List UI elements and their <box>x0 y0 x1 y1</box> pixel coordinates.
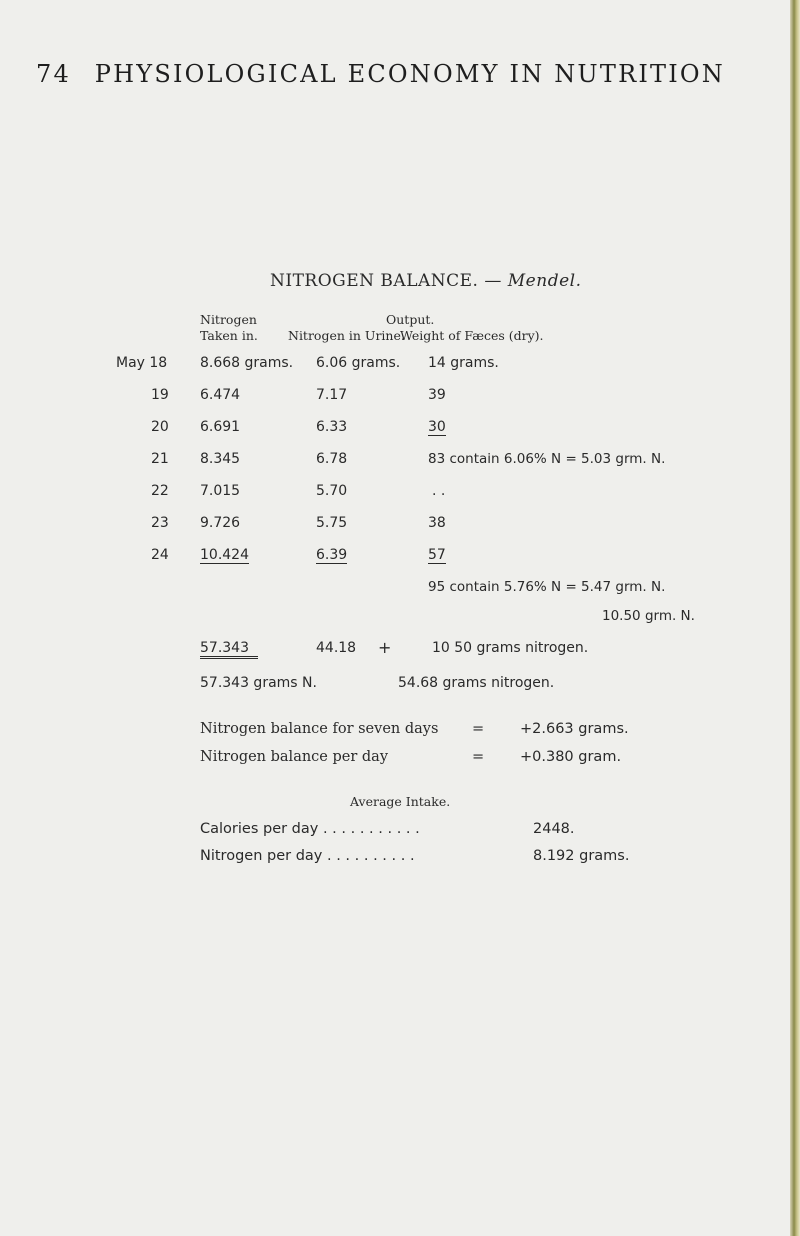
row-faeces: 39 <box>428 387 446 403</box>
row-intake: 6.474 <box>200 387 241 403</box>
row-urine: 5.75 <box>316 515 348 531</box>
balance-seven-days-label: Nitrogen balance for seven days <box>200 721 439 737</box>
row-urine: 5.70 <box>316 483 348 499</box>
row-intake: 10.424 <box>200 547 249 563</box>
running-title: PHYSIOLOGICAL ECONOMY IN NUTRITION <box>94 60 725 88</box>
row-urine: 6.78 <box>316 451 348 467</box>
page-number: 74 <box>36 60 71 88</box>
row-urine: 7.17 <box>316 387 348 403</box>
row-urine: 6.06 grams. <box>316 355 401 371</box>
total-urine: 44.18 <box>316 640 357 656</box>
row-date: 19 <box>151 387 169 403</box>
table-title-text: NITROGEN BALANCE. <box>270 271 479 291</box>
row-intake: 9.726 <box>200 515 241 531</box>
balance-per-day-value: +0.380 gram. <box>520 749 622 765</box>
plus-sign: + <box>378 638 392 657</box>
row-date: 20 <box>151 419 169 435</box>
total-faeces: 10 50 grams nitrogen. <box>432 640 589 656</box>
col-intake-line1: Nitrogen <box>200 312 257 327</box>
row-urine: 6.33 <box>316 419 348 435</box>
row-intake: 8.345 <box>200 451 241 467</box>
row-faeces: 30 <box>428 419 446 435</box>
nitrogen-label: Nitrogen per day . . . . . . . . . . <box>200 848 415 864</box>
row-faeces: 38 <box>428 515 446 531</box>
grand-intake: 57.343 grams N. <box>200 675 317 691</box>
row-date: May 18 <box>116 355 168 371</box>
row-date: 22 <box>151 483 169 499</box>
col-urine: Nitrogen in Urine. <box>288 328 405 343</box>
row-urine: 6.39 <box>316 547 348 563</box>
col-intake-line2: Taken in. <box>200 328 258 343</box>
row-intake: 6.691 <box>200 419 241 435</box>
calories-value: 2448. <box>533 821 575 837</box>
row-date: 21 <box>151 451 169 467</box>
page-edge <box>790 0 800 1236</box>
row-intake: 8.668 grams. <box>200 355 294 371</box>
col-faeces: Weight of Fæces (dry). <box>400 328 544 343</box>
balance-seven-days-value: +2.663 grams. <box>520 721 629 737</box>
row-intake: 7.015 <box>200 483 241 499</box>
table-author: — Mendel. <box>484 271 582 291</box>
row-date: 23 <box>151 515 169 531</box>
row-faeces: 83 contain 6.06% N = 5.03 grm. N. <box>428 451 666 467</box>
faeces-total: 10.50 grm. N. <box>602 608 695 624</box>
row-faeces: 14 grams. <box>428 355 499 371</box>
row-faeces: . . <box>432 483 446 499</box>
faeces-second-sample: 95 contain 5.76% N = 5.47 grm. N. <box>428 579 666 595</box>
average-intake-heading: Average Intake. <box>350 794 451 809</box>
calories-label: Calories per day . . . . . . . . . . . <box>200 821 420 837</box>
row-faeces: 57 <box>428 547 446 563</box>
total-intake: 57.343 <box>200 640 258 659</box>
running-header <box>36 60 725 88</box>
nitrogen-value: 8.192 grams. <box>533 848 630 864</box>
row-date: 24 <box>151 547 169 563</box>
balance-eq-sign: = <box>472 749 485 765</box>
balance-eq-sign: = <box>472 721 485 737</box>
col-output: Output. <box>386 312 435 327</box>
balance-per-day-label: Nitrogen balance per day <box>200 749 389 765</box>
grand-output: 54.68 grams nitrogen. <box>398 675 555 691</box>
table-title <box>270 271 581 291</box>
